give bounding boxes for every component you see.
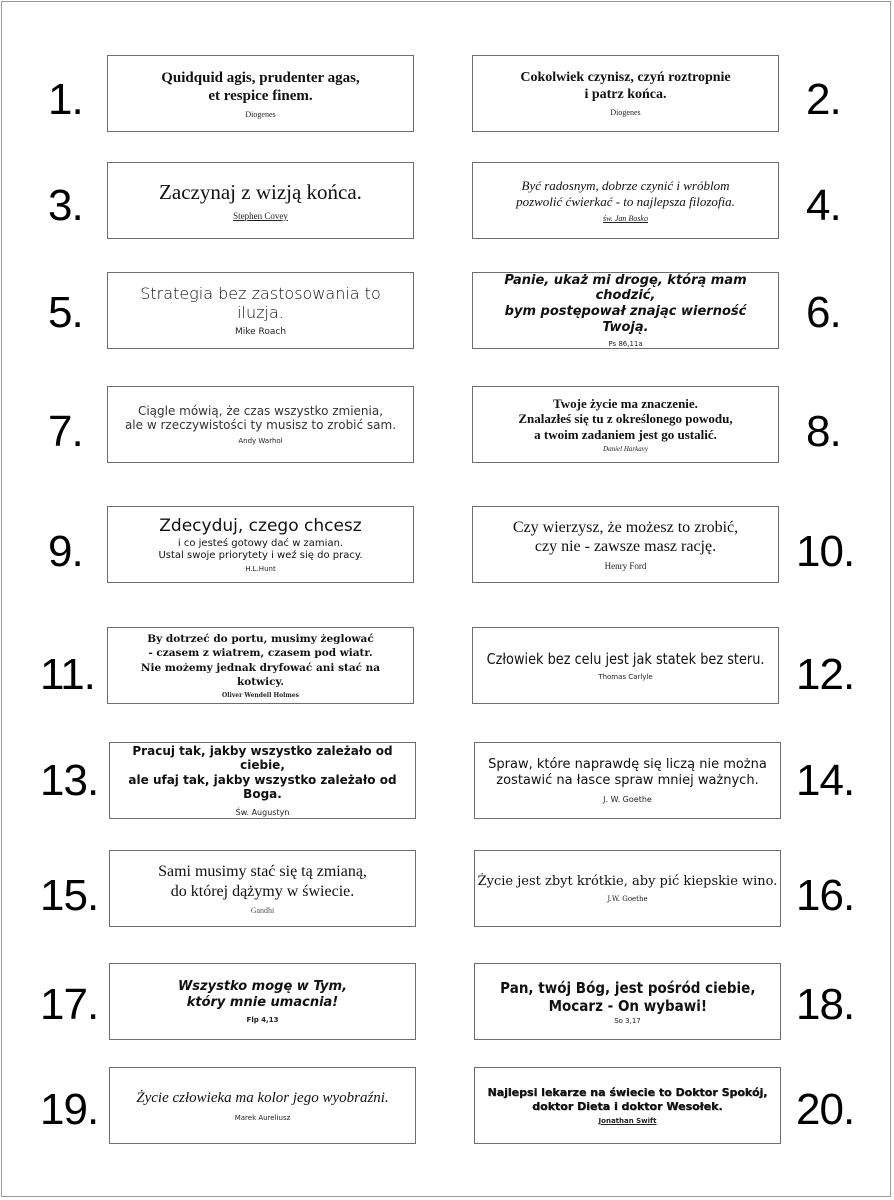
quote-number: 1. xyxy=(48,75,83,124)
quote-author: Flp 4,13 xyxy=(246,1015,279,1024)
quote-text: Zaczynaj z wizją końca. xyxy=(159,180,362,205)
quote-number: 13. xyxy=(40,756,99,805)
quote-card xyxy=(107,162,414,239)
quote-number: 5. xyxy=(48,288,83,337)
quote-card xyxy=(472,506,779,583)
quote-card xyxy=(109,963,416,1040)
quote-author: Marek Aureliusz xyxy=(234,1114,291,1122)
quote-text: Czy wierzysz, że możesz to zrobić, czy nie - zawsze masz rację. xyxy=(512,518,739,555)
quote-author: Oliver Wendell Holmes xyxy=(222,691,299,699)
quote-text: Zdecyduj, czego chcesz xyxy=(159,515,362,536)
quote-text: Strategia bez zastosowania to iluzja. xyxy=(140,283,381,322)
quote-text: Twoje życie ma znaczenie. Znalazłeś się tu z określonego powodu, a twoim zadaniem jest go ustalić. xyxy=(518,395,733,442)
quote-author: J. W. Goethe xyxy=(603,795,652,805)
quote-card xyxy=(107,272,414,349)
quote-card xyxy=(109,850,416,927)
quote-author: Thomas Carlyle xyxy=(598,673,653,681)
quote-card xyxy=(472,627,779,704)
quote-text: Sami musimy stać się tą zmianą, do której dążymy w świecie. xyxy=(158,863,367,900)
quote-number: 11. xyxy=(40,650,95,699)
quote-number: 20. xyxy=(796,1085,855,1134)
quote-text: Życie człowieka ma kolor jego wyobraźni. xyxy=(136,1090,389,1106)
quote-author: Diogenes xyxy=(610,108,641,118)
quote-card xyxy=(472,386,779,463)
quote-number: 16. xyxy=(796,871,855,920)
quote-number: 14. xyxy=(796,756,855,805)
quote-author: Daniel Harkavy xyxy=(603,445,648,454)
quote-text: By dotrzeć do portu, musimy żeglować - czasem z wiatrem, czasem pod wiatr. Nie możemy jednak dryfować ani stać na kotwicy. xyxy=(140,633,381,688)
quote-number: 4. xyxy=(806,181,841,230)
quote-author: J.W. Goethe xyxy=(607,894,648,903)
quote-card xyxy=(474,742,781,819)
quote-subtext: i co jesteś gotowy dać w zamian. Ustal swoje priorytety i weź się do pracy. xyxy=(158,538,363,562)
quote-card xyxy=(474,1067,781,1144)
quote-author: H.L.Hunt xyxy=(245,565,276,574)
quote-text: Życie jest zbyt krótkie, aby pić kiepskie wino. xyxy=(477,874,778,890)
quote-author: So 3,17 xyxy=(614,1016,641,1025)
quote-text: Najlepsi lekarze na świecie to Doktor Spokój, doktor Dieta i doktor Wesołek. xyxy=(487,1086,768,1113)
quote-author: Andy Warhol xyxy=(238,437,283,446)
quote-text: Pan, twój Bóg, jest pośród ciebie, Mocarz - On wybawi! xyxy=(499,978,756,1015)
quote-author: Henry Ford xyxy=(604,561,647,572)
quote-number: 15. xyxy=(40,871,99,920)
quote-card xyxy=(109,1067,416,1144)
quote-text: Quidquid agis, prudenter agas, et respice finem. xyxy=(161,69,360,104)
quote-text: Być radosnym, dobrze czynić i wróblom pozwolić ćwierkać - to najlepsza filozofia. xyxy=(516,177,735,209)
quote-card xyxy=(474,850,781,927)
quote-author: Św. Augustyn xyxy=(235,808,290,818)
quote-author: Ps 86,11a xyxy=(608,340,643,349)
quote-number: 6. xyxy=(806,288,841,337)
quote-text: Wszystko mogę w Tym, który mnie umacnia! xyxy=(177,979,348,1010)
quote-card xyxy=(474,963,781,1040)
quote-text: Cokolwiek czynisz, czyń roztropnie i patrz końca. xyxy=(520,69,731,102)
quote-text: Panie, ukaż mi drogę, którą mam chodzić, bym postępował znając wierność Twoją. xyxy=(504,272,747,335)
quote-number: 19. xyxy=(40,1085,99,1134)
quote-number: 12. xyxy=(796,650,855,699)
quote-author: Mike Roach xyxy=(234,327,287,338)
quote-card xyxy=(472,55,779,132)
quote-author: Stephen Covey xyxy=(233,210,288,221)
quote-author: Diogenes xyxy=(245,109,276,119)
quote-number: 10. xyxy=(796,527,855,576)
quote-text: Pracuj tak, jakby wszystko zależało od ciebie, ale ufaj tak, jakby wszystko zależało od Boga. xyxy=(128,743,397,801)
quote-card xyxy=(109,742,416,819)
quote-card xyxy=(107,386,414,463)
quote-card xyxy=(107,55,414,132)
quote-card xyxy=(472,162,779,239)
quote-text: Ciągle mówią, że czas wszystko zmienia, ale w rzeczywistości ty musisz to zrobić sam. xyxy=(124,403,397,432)
quote-card xyxy=(107,506,414,583)
quote-number: 8. xyxy=(806,407,841,456)
quote-card xyxy=(472,272,779,349)
quote-text: Spraw, które naprawdę się liczą nie można zostawić na łasce spraw mniej ważnych. xyxy=(488,756,767,788)
quote-number: 3. xyxy=(48,181,83,230)
quote-author: Gandhi xyxy=(250,905,275,915)
quote-number: 2. xyxy=(806,75,841,124)
quote-text: Człowiek bez celu jest jak statek bez steru. xyxy=(486,650,765,668)
quote-number: 7. xyxy=(48,407,83,456)
quote-author: Jonathan Swift xyxy=(598,1116,657,1125)
quote-number: 18. xyxy=(796,980,855,1029)
quote-card xyxy=(107,627,414,704)
quote-number: 9. xyxy=(48,527,83,576)
quote-author: św. Jan Bosko xyxy=(603,214,648,224)
quote-number: 17. xyxy=(40,980,99,1029)
